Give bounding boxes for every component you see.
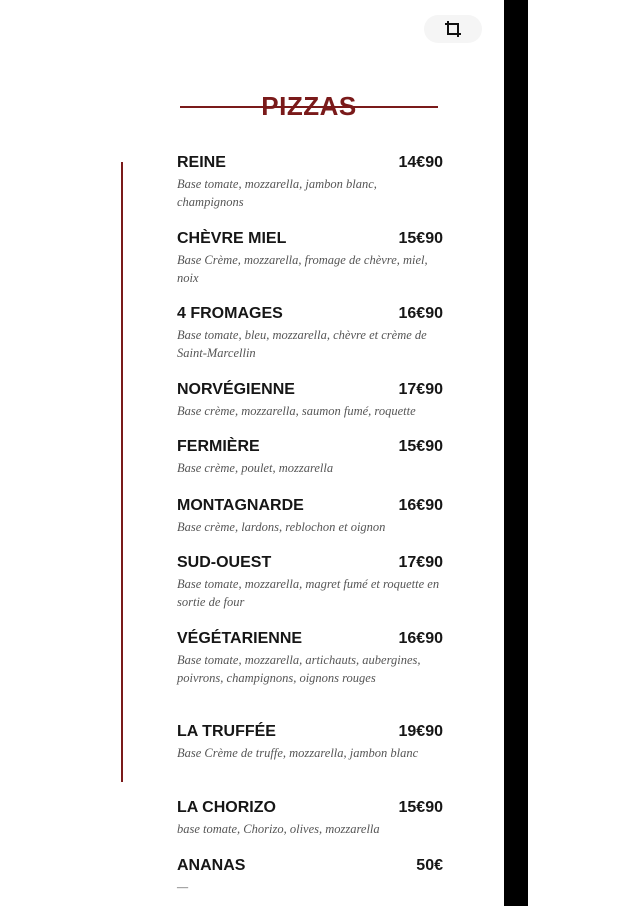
item-name: ANANAS	[177, 857, 246, 874]
item-price: 50€	[416, 857, 443, 874]
page-title: PIZZAS	[261, 91, 357, 121]
item-description: —	[177, 880, 189, 894]
item-name: VÉGÉTARIENNE	[177, 630, 303, 647]
item-price: 19€90	[398, 723, 443, 740]
item-price: 15€90	[398, 438, 443, 455]
item-price: 14€90	[398, 154, 443, 171]
menu-item-chevre-miel	[177, 228, 443, 287]
menu-item-ananas	[177, 855, 443, 896]
item-description: Base Crème, mozzarella, fromage de chèvre, miel, noix	[177, 253, 428, 285]
item-name: 4 FROMAGES	[177, 305, 283, 322]
item-name: LA TRUFFÉE	[177, 723, 276, 740]
menu-item-sud-ouest	[177, 552, 443, 611]
menu-item-vegetarienne	[177, 628, 443, 687]
menu-item-montagnarde	[177, 495, 443, 536]
item-price: 17€90	[398, 554, 443, 571]
item-name: REINE	[177, 154, 226, 171]
item-price: 17€90	[398, 381, 443, 398]
item-description: Base tomate, mozzarella, magret fumé et roquette en sortie de four	[177, 577, 440, 609]
item-name: NORVÉGIENNE	[177, 381, 295, 398]
menu-item-la-truffee	[177, 721, 443, 762]
item-name: CHÈVRE MIEL	[177, 230, 287, 247]
vertical-divider	[121, 162, 123, 782]
item-description: Base tomate, mozzarella, jambon blanc, champignons	[177, 177, 377, 209]
menu-heading	[180, 88, 438, 124]
item-price: 16€90	[398, 630, 443, 647]
item-description: Base tomate, mozzarella, artichauts, aubergines, poivrons, champignons, oignons rouges	[177, 653, 421, 685]
item-name: FERMIÈRE	[177, 438, 260, 455]
item-description: base tomate, Chorizo, olives, mozzarella	[177, 822, 380, 836]
item-description: Base crème, lardons, reblochon et oignon	[177, 520, 386, 534]
item-description: Base crème, poulet, mozzarella	[177, 461, 334, 475]
item-description: Base Crème de truffe, mozzarella, jambon blanc	[177, 746, 419, 760]
item-price: 15€90	[398, 799, 443, 816]
menu-item-norvegienne	[177, 379, 443, 420]
item-name: MONTAGNARDE	[177, 497, 304, 514]
screen-edge-bar	[504, 0, 528, 906]
item-price: 16€90	[398, 497, 443, 514]
item-price: 16€90	[398, 305, 443, 322]
crop-icon	[444, 20, 462, 38]
crop-button[interactable]	[424, 15, 482, 43]
item-description: Base tomate, bleu, mozzarella, chèvre et crème de Saint-Marcellin	[177, 328, 427, 360]
item-description: Base crème, mozzarella, saumon fumé, roquette	[177, 404, 416, 418]
item-price: 15€90	[398, 230, 443, 247]
menu-item-fermiere	[177, 436, 443, 477]
menu-item-la-chorizo	[177, 797, 443, 838]
item-name: SUD-OUEST	[177, 554, 272, 571]
menu-item-reine	[177, 152, 443, 211]
menu-item-4-fromages	[177, 303, 443, 362]
item-name: LA CHORIZO	[177, 799, 276, 816]
